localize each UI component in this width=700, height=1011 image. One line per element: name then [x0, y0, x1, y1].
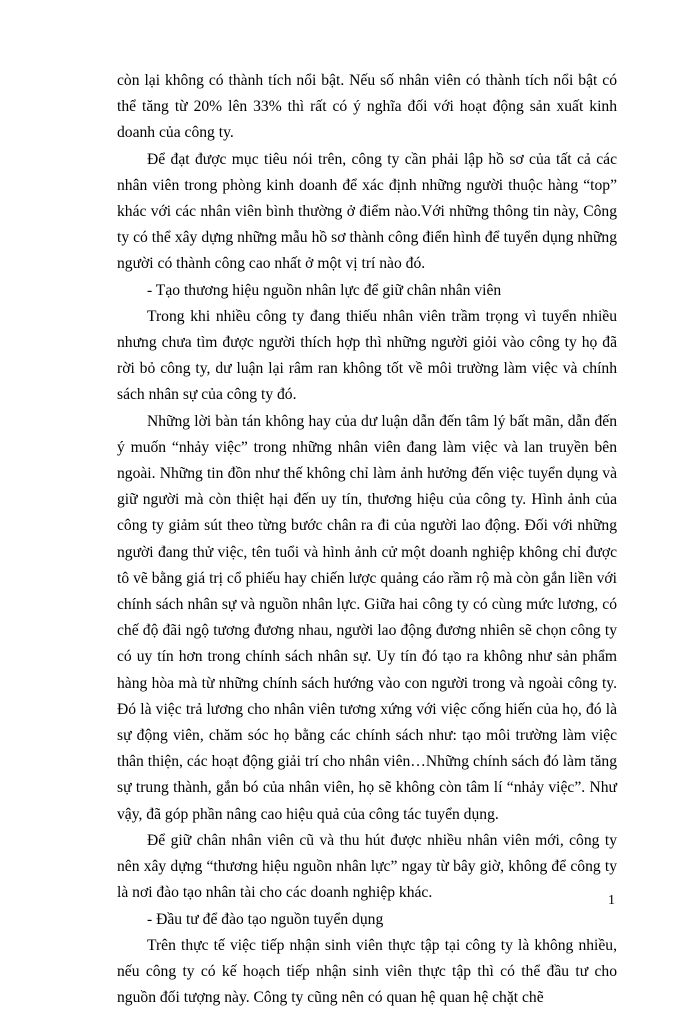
paragraph-shortage: Trong khi nhiều công ty đang thiếu nhân viên trầm trọng vì tuyển nhiều nhưng chưa tìm được người thích hợp thì những người giỏi vào công ty họ đã rời bỏ công ty, dư luận lại râm ran không tốt về môi trường làm việc và chính sách nhân sự của công ty đó.	[117, 307, 617, 404]
paragraph-objective: Để đạt được mục tiêu nói trên, công ty cần phải lập hồ sơ của tất cả các nhân viên trong phòng kinh doanh để xác định những người thuộc hàng “top” khác với các nhân viên bình thường ở điểm nào.Với những thông tin này, Công ty có thể xây dựng những mẫu hồ sơ thành công điển hình để tuyển dụng những người có thành công cao nhất ở một vị trí nào đó.	[117, 150, 617, 273]
section-heading-brand: - Tạo thương hiệu nguồn nhân lực để giữ chân nhân viên	[147, 281, 502, 299]
paragraph-retention: Để giữ chân nhân viên cũ và thu hút được nhiều nhân viên mới, công ty nên xây dựng “thương hiệu nguồn nhân lực” ngay từ bây giờ, không để công ty là nơi đào tạo nhân tài cho các doanh nghiệp khác.	[117, 831, 617, 902]
paragraph-intro: còn lại không có thành tích nổi bật. Nếu số nhân viên có thành tích nổi bật có thể tăng từ 20% lên 33% thì rất có ý nghĩa đối với hoạt động sản xuất kinh doanh của công ty.	[117, 72, 617, 142]
paragraph-reputation: Những lời bàn tán không hay của dư luận dẫn đến tâm lý bất mãn, dẫn đến ý muốn “nhảy việc” trong những nhân viên đang làm việc và lan truyền bên ngoài. Những tin đồn như thế không chỉ làm ảnh hưởng đến việc tuyển dụng và giữ người mà còn thiệt hại đến uy tín, thương hiệu của công ty. Hình ảnh của công ty giảm sút theo từng bước chân ra đi của người lao động. Đối với những người đang thử việc, tên tuổi và hình ảnh cử một doanh nghiệp không chỉ được tô vẽ bằng giá trị cổ phiếu hay chiến lược quảng cáo rầm rộ mà còn gắn liền với chính sách nhân sự và nguồn nhân lực. Giữa hai công ty có cùng mức lương, có chế độ đãi ngộ tương đương nhau, người lao động đương nhiên sẽ chọn công ty có uy tín hơn trong chính sách nhân sự. Uy tín đó tạo ra không như sản phẩm hàng hòa mà từ những chính sách hướng vào con người trong và ngoài công ty. Đó là việc trả lương cho nhân viên tương xứng với việc cống hiến của họ, đó là sự động viên, chăm sóc họ bằng các chính sách như: tạo môi trường làm việc thân thiện, các hoạt động giải trí cho nhân viên…Những chính sách đó làm tăng sự trung thành, gắn bó của nhân viên, họ sẽ không còn tâm lí “nhảy việc”. Như vậy, đã góp phần nâng cao hiệu quả của công tác tuyển dụng.	[117, 412, 617, 823]
paragraph-internship: Trên thực tế việc tiếp nhận sinh viên thực tập tại công ty là không nhiều, nếu công ty có kế hoạch tiếp nhận sinh viên thực tập thì có thể đầu tư cho nguồn đối tượng này. Công ty cũng nên có quan hệ quan hệ chặt chẽ	[117, 936, 617, 1007]
document-page	[117, 68, 617, 1011]
section-heading-investment: - Đầu tư để đào tạo nguồn tuyển dụng	[147, 910, 384, 928]
page-number: 1	[608, 893, 615, 908]
